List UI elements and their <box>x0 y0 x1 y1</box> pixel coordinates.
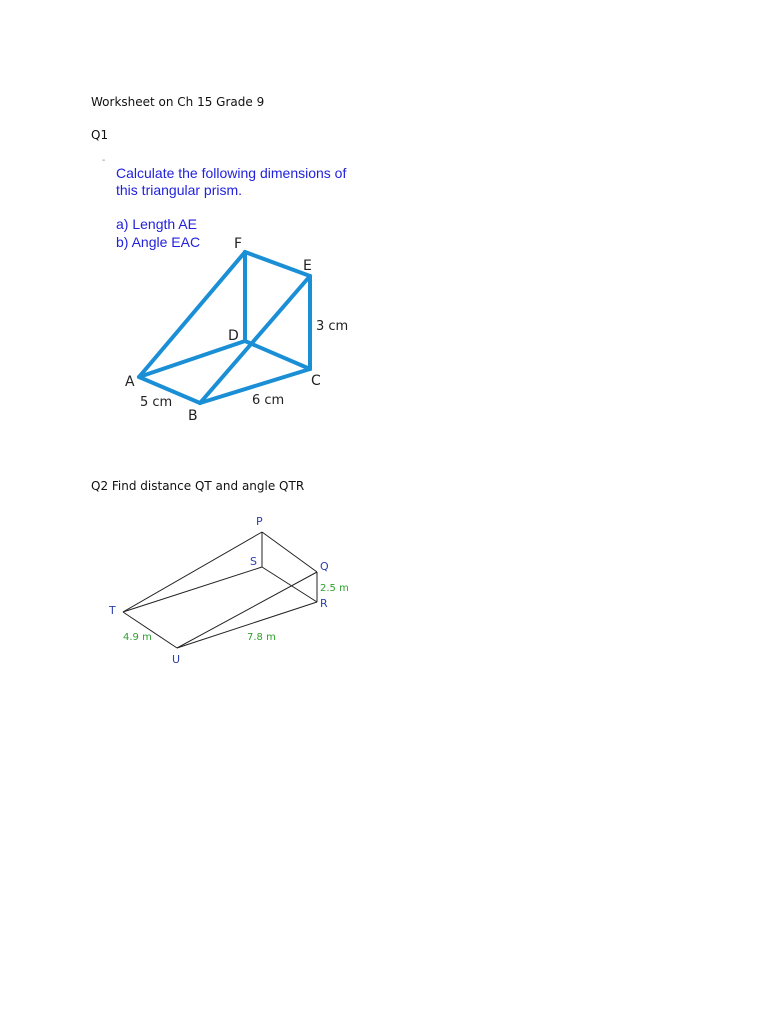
vertex-label-s: S <box>250 555 257 568</box>
vertex-label-c: C <box>311 373 321 389</box>
measure-height-q1: 3 cm <box>316 319 349 334</box>
edge-ts <box>123 567 262 612</box>
q1-instruction-line-2: this triangular prism. <box>116 182 243 198</box>
q1-instruction-line-1: Calculate the following dimensions of <box>116 165 347 181</box>
measure-height-q2: 2.5 m <box>320 583 349 594</box>
vertex-label-p: P <box>256 515 263 528</box>
vertex-label-q: Q <box>320 560 329 573</box>
vertex-label-b: B <box>188 408 198 424</box>
bullet-dash: - <box>102 155 106 166</box>
question-1-label: Q1 <box>91 128 109 142</box>
measure-tu: 4.9 m <box>123 632 152 643</box>
measure-ur: 7.8 m <box>247 632 276 643</box>
vertex-label-t: T <box>109 604 116 617</box>
worksheet-title: Worksheet on Ch 15 Grade 9 <box>91 95 265 109</box>
edge-pq <box>262 532 317 572</box>
vertex-label-e: E <box>303 258 312 274</box>
edge-tp <box>123 532 262 612</box>
edge-sr <box>262 567 317 602</box>
question-2-label: Q2 Find distance QT and angle QTR <box>91 479 305 493</box>
q1-part-b: b) Angle EAC <box>116 234 201 250</box>
q1-part-a: a) Length AE <box>116 216 197 232</box>
vertex-label-r: R <box>320 597 328 610</box>
vertex-label-u: U <box>172 653 181 666</box>
vertex-label-a: A <box>125 374 135 390</box>
vertex-label-d: D <box>228 328 239 344</box>
measure-ab: 5 cm <box>140 395 173 410</box>
vertex-label-f: F <box>234 236 243 252</box>
measure-bc: 6 cm <box>252 393 285 408</box>
